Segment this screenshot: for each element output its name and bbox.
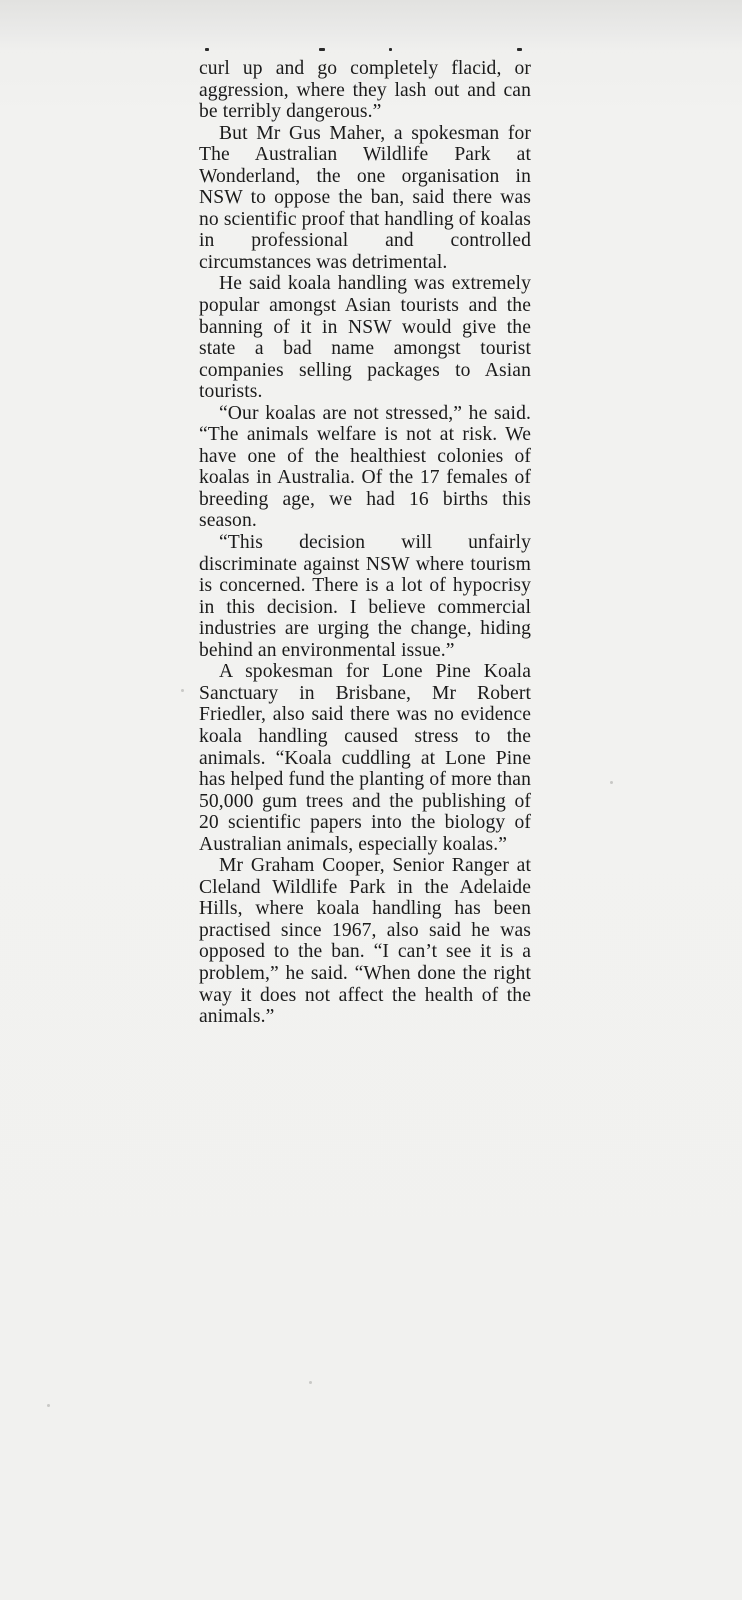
paragraph-2: But Mr Gus Maher, a spokesman for The Australian Wildlife Park at Wonderland, the one organisation in NSW to oppose the ban, said there was no scientific proof that handling of koalas in professional and controlled circumstances was detrimental. [199,122,531,273]
scan-speck [610,781,613,784]
scan-speck [181,689,184,692]
paragraph-3: He said koala handling was extremely popular amongst Asian tourists and the banning of it in NSW would give the state a bad name amongst tourist companies selling packages to Asian tourists. [199,273,531,403]
paragraph-5: “This decision will unfairly discriminate against NSW where tourism is concerned. There is a lot of hypocrisy in this decision. I believe commercial industries are urging the change, hiding behind an environmental issue.” [199,532,531,661]
paragraph-1: curl up and go completely flacid, or aggression, where they lash out and can be terribly dangerous.” [199,58,531,123]
paragraph-7: Mr Graham Cooper, Senior Ranger at Cleland Wildlife Park in the Adelaide Hills, where koala handling has been practised since 1967, also said he was opposed to the ban. “I can’t see it is a problem,” he said. “When done the right way it does not affect the health of the animals.” [199,855,531,1028]
cropped-previous-line [199,48,531,58]
article-column [199,48,531,1028]
scan-top-edge [0,0,742,52]
scan-speck [309,1381,312,1384]
paragraph-6: A spokesman for Lone Pine Koala Sanctuary in Brisbane, Mr Robert Friedler, also said there was no evidence koala handling caused stress to the animals. “Koala cuddling at Lone Pine has helped fund the planting of more than 50,000 gum trees and the publishing of 20 scientific papers into the biology of Australian animals, especially koalas.” [199,661,531,855]
paragraph-4: “Our koalas are not stressed,” he said. “The animals welfare is not at risk. We have one of the healthiest colonies of koalas in Australia. Of the 17 females of breeding age, we had 16 births this season. [199,402,531,532]
scan-speck [47,1404,50,1407]
